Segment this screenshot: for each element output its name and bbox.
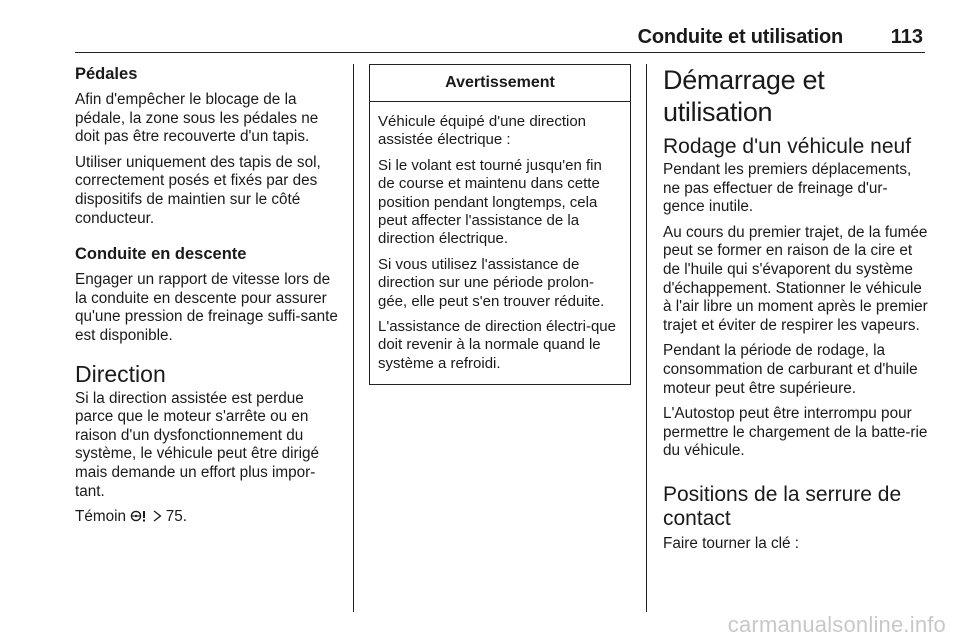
- page-reference-icon: [153, 508, 166, 525]
- descente-paragraph-1: Engager un rapport de vitesse lors de la conduite en descente pour assurer qu'une pression de freinage suffi-sante est disponible.: [75, 271, 338, 344]
- pedales-paragraph-1: Afin d'empêcher le blocage de la pédale, la zone sous les pédales ne doit pas être recouverte d'un tapis.: [75, 91, 319, 146]
- direction-paragraph-1: Si la direction assistée est perdue parce que le moteur s'arrête ou en raison d'un dysfonctionnement du système, le véhicule peut être dirigé mais demande un effort plus impor-tant.: [75, 389, 320, 500]
- rodage-paragraph-4: L'Autostop peut être interrompu pour permettre le chargement de la batte-rie du véhicule.: [663, 405, 928, 460]
- page-header: [75, 26, 925, 53]
- warning-title: Avertissement: [370, 65, 630, 102]
- column-left: [75, 64, 341, 534]
- warning-paragraph-4: L'assistance de direction électri-que doit revenir à la normale quand le système a refroidi.: [378, 318, 616, 372]
- section-heading-demarrage: Démarrage et utilisation: [663, 65, 825, 127]
- rodage-paragraph-3: Pendant la période de rodage, la consommation de carburant et d'huile moteur peut être supérieure.: [663, 342, 918, 397]
- temoin-line: [75, 508, 341, 527]
- pedales-heading: Pédales: [75, 65, 138, 83]
- watermark: carmanualsonline.info: [727, 612, 946, 637]
- column-right: [663, 64, 928, 561]
- warning-box: [369, 64, 631, 385]
- direction-heading: Direction: [75, 360, 166, 387]
- warning-body: [370, 102, 630, 384]
- column-middle: [369, 64, 631, 385]
- steering-warning-icon: [130, 508, 148, 527]
- temoin-reference: 75.: [165, 508, 188, 526]
- page-number: 113: [890, 26, 923, 48]
- rodage-heading: Rodage d'un véhicule neuf: [663, 135, 912, 158]
- temoin-label: Témoin: [75, 508, 127, 526]
- descente-heading: Conduite en descente: [75, 245, 247, 264]
- column-divider-left: [353, 64, 354, 612]
- serrure-paragraph-1: Faire tourner la clé :: [663, 534, 800, 552]
- chapter-title: Conduite et utilisation: [637, 26, 843, 48]
- serrure-heading: Positions de la serrure de contact: [663, 482, 902, 530]
- column-divider-right: [646, 64, 647, 612]
- warning-paragraph-3: Si vous utilisez l'assistance de direction sur une période prolon-gée, elle peut s'en trouver réduite.: [378, 255, 605, 310]
- pedales-paragraph-2: Utiliser uniquement des tapis de sol, correctement posés et fixés par des dispositifs de maintien sur le côté conducteur.: [75, 153, 321, 227]
- warning-paragraph-2: Si le volant est tourné jusqu'en fin de course et maintenu dans cette position pendant longtemps, cela peut affecter l'assistance de la direction électrique.: [378, 156, 602, 248]
- rodage-paragraph-2: Au cours du premier trajet, de la fumée peut se former en raison de la cire et de l'huile qui s'évaporent du système d'échappement. Stationner le véhicule à l'air libre un moment après le premier trajet et éviter de respirer les vapeurs.: [663, 223, 928, 334]
- rodage-paragraph-1: Pendant les premiers déplacements, ne pas effectuer de freinage d'ur-gence inutile.: [663, 161, 912, 216]
- warning-paragraph-1: Véhicule équipé d'une direction assistée électrique :: [378, 113, 587, 149]
